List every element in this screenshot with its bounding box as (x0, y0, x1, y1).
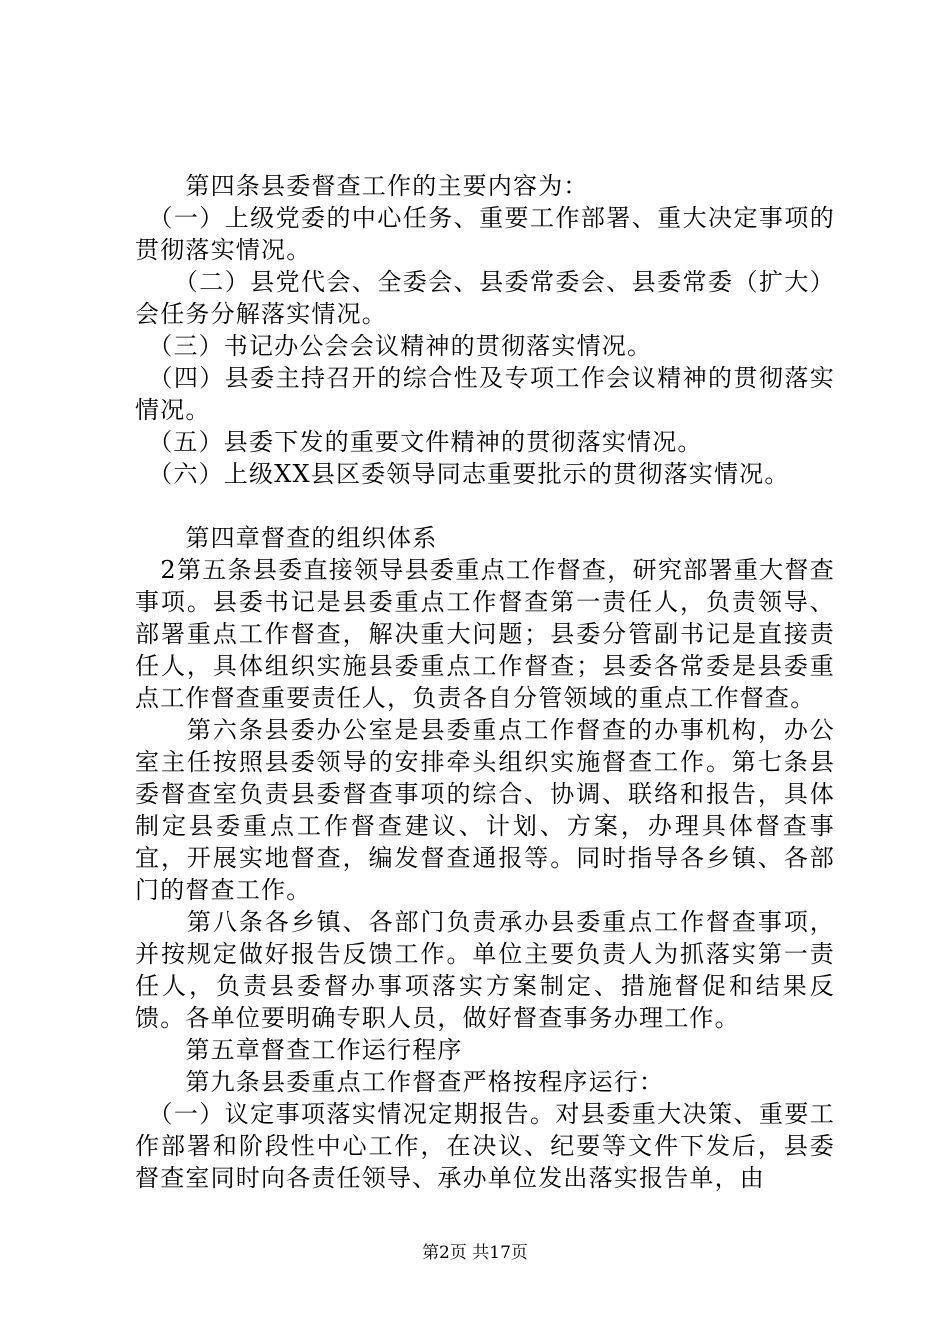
paragraph-item-4: （四）县委主持召开的综合性及专项工作会议精神的贯彻落实情况。 (135, 364, 835, 424)
paragraph-article-4: 第四条县委督查工作的主要内容为： (135, 172, 589, 200)
paragraph-item-2: （二）县党代会、全委会、县委常委会、县委常委（扩大）会任务分解落实情况。 (135, 268, 835, 328)
paragraph-item-5: （五）县委下发的重要文件精神的贯彻落实情况。 (135, 428, 703, 456)
paragraph-article-9-item-1: （一）议定事项落实情况定期报告。对县委重大决策、重要工作部署和阶段性中心工作，在决议、纪要等文件下发后，县委督查室同时向各责任领导、承办单位发出落实报告单，由 (135, 1100, 835, 1192)
chapter-5-heading: 第五章督查工作运行程序 (135, 1036, 463, 1064)
paragraph-article-9: 第九条县委重点工作督查严格按程序运行： (135, 1068, 665, 1096)
document-body (135, 170, 835, 1194)
paragraph-article-8: 第八条各乡镇、各部门负责承办县委重点工作督查事项，并按规定做好报告反馈工作。单位主要负责人为抓落实第一责任人，负责县委督办事项落实方案制定、措施督促和结果反馈。各单位要明确专职人员，做好督查事务办理工作。 (135, 908, 835, 1032)
chapter-4-heading: 第四章督查的组织体系 (135, 524, 438, 552)
paragraph-article-5: 2第五条县委直接领导县委重点工作督查，研究部署重大督查事项。县委书记是县委重点工作督查第一责任人，负责领导、部署重点工作督查，解决重大问题；县委分管副书记是直接责任人，具体组织实施县委重点工作督查；县委各常委是县委重点工作督查重要责任人，负责各自分管领域的重点工作督查。 (135, 556, 835, 712)
paragraph-article-6-7: 第六条县委办公室是县委重点工作督查的办事机构，办公室主任按照县委领导的安排牵头组织实施督查工作。第七条县委督查室负责县委督查事项的综合、协调、联络和报告，具体制定县委重点工作督查建议、计划、方案，办理具体督查事宜，开展实地督查，编发督查通报等。同时指导各乡镇、各部门的督查工作。 (135, 716, 835, 904)
page-footer: 第2页 共17页 (422, 1243, 528, 1263)
paragraph-gap (135, 490, 835, 522)
paragraph-item-3: （三）书记办公会会议精神的贯彻落实情况。 (135, 332, 653, 360)
paragraph-item-1: （一）上级党委的中心任务、重要工作部署、重大决定事项的贯彻落实情况。 (135, 204, 835, 264)
paragraph-item-6: （六）上级XX县区委领导同志重要批示的贯彻落实情况。 (135, 460, 790, 488)
